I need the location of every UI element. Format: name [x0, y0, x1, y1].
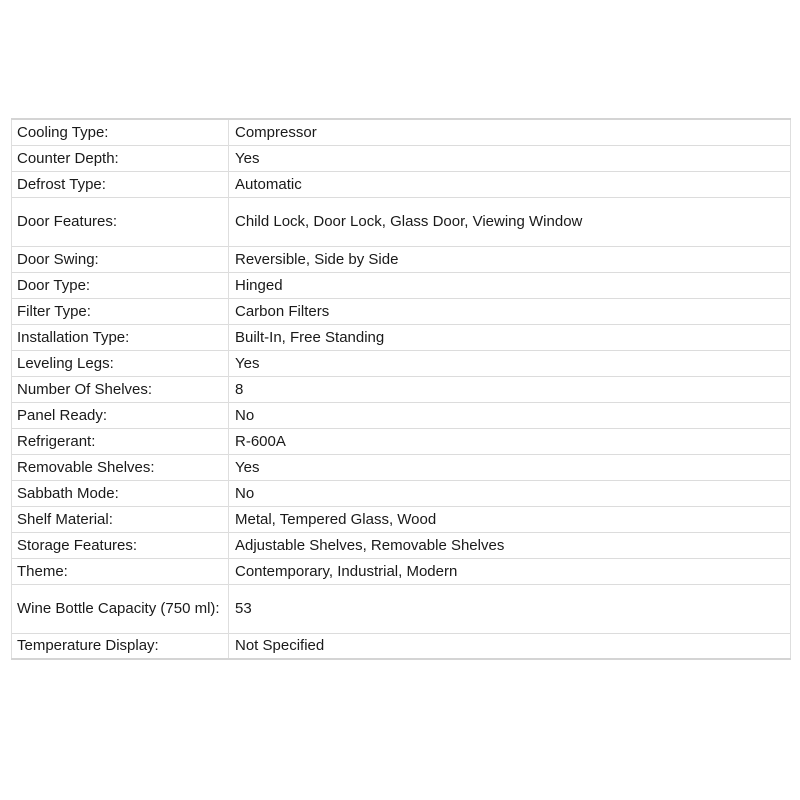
spec-value: Compressor	[229, 119, 791, 145]
spec-value: 8	[229, 376, 791, 402]
spec-label: Defrost Type:	[12, 171, 229, 197]
spec-value: Yes	[229, 145, 791, 171]
spec-row-number-of-shelves	[12, 376, 791, 402]
spec-value: Not Specified	[229, 633, 791, 659]
spec-row-door-swing	[12, 246, 791, 272]
spec-value: Hinged	[229, 272, 791, 298]
spec-label: Theme:	[12, 558, 229, 584]
spec-label: Filter Type:	[12, 298, 229, 324]
spec-value: Yes	[229, 454, 791, 480]
spec-value: No	[229, 402, 791, 428]
spec-row-storage-features	[12, 532, 791, 558]
spec-label: Refrigerant:	[12, 428, 229, 454]
spec-row-installation-type	[12, 324, 791, 350]
spec-row-sabbath-mode	[12, 480, 791, 506]
spec-value: Child Lock, Door Lock, Glass Door, Viewing Window	[229, 197, 791, 246]
spec-value: Adjustable Shelves, Removable Shelves	[229, 532, 791, 558]
spec-label: Door Features:	[12, 197, 229, 246]
spec-label: Installation Type:	[12, 324, 229, 350]
spec-label: Storage Features:	[12, 532, 229, 558]
spec-label: Leveling Legs:	[12, 350, 229, 376]
spec-label: Number Of Shelves:	[12, 376, 229, 402]
spec-label: Sabbath Mode:	[12, 480, 229, 506]
spec-value: Carbon Filters	[229, 298, 791, 324]
spec-row-defrost-type	[12, 171, 791, 197]
spec-label: Temperature Display:	[12, 633, 229, 659]
spec-label: Door Type:	[12, 272, 229, 298]
spec-value: Metal, Tempered Glass, Wood	[229, 506, 791, 532]
spec-value: R-600A	[229, 428, 791, 454]
spec-value: 53	[229, 584, 791, 633]
spec-value: No	[229, 480, 791, 506]
spec-label: Panel Ready:	[12, 402, 229, 428]
spec-label: Cooling Type:	[12, 119, 229, 145]
spec-value: Contemporary, Industrial, Modern	[229, 558, 791, 584]
spec-label: Counter Depth:	[12, 145, 229, 171]
spec-label: Wine Bottle Capacity (750 ml):	[12, 584, 229, 633]
spec-row-removable-shelves	[12, 454, 791, 480]
spec-row-counter-depth	[12, 145, 791, 171]
spec-row-door-type	[12, 272, 791, 298]
spec-row-cooling-type	[12, 119, 791, 145]
spec-row-theme	[12, 558, 791, 584]
spec-value: Reversible, Side by Side	[229, 246, 791, 272]
spec-row-wine-bottle-capacity	[12, 584, 791, 633]
spec-row-temperature-display	[12, 633, 791, 659]
spec-label: Door Swing:	[12, 246, 229, 272]
spec-label: Shelf Material:	[12, 506, 229, 532]
spec-row-refrigerant	[12, 428, 791, 454]
spec-label: Removable Shelves:	[12, 454, 229, 480]
spec-value: Yes	[229, 350, 791, 376]
spec-value: Automatic	[229, 171, 791, 197]
spec-row-shelf-material	[12, 506, 791, 532]
specifications-table	[11, 118, 791, 660]
spec-row-leveling-legs	[12, 350, 791, 376]
spec-value: Built-In, Free Standing	[229, 324, 791, 350]
spec-row-door-features	[12, 197, 791, 246]
spec-row-filter-type	[12, 298, 791, 324]
spec-row-panel-ready	[12, 402, 791, 428]
